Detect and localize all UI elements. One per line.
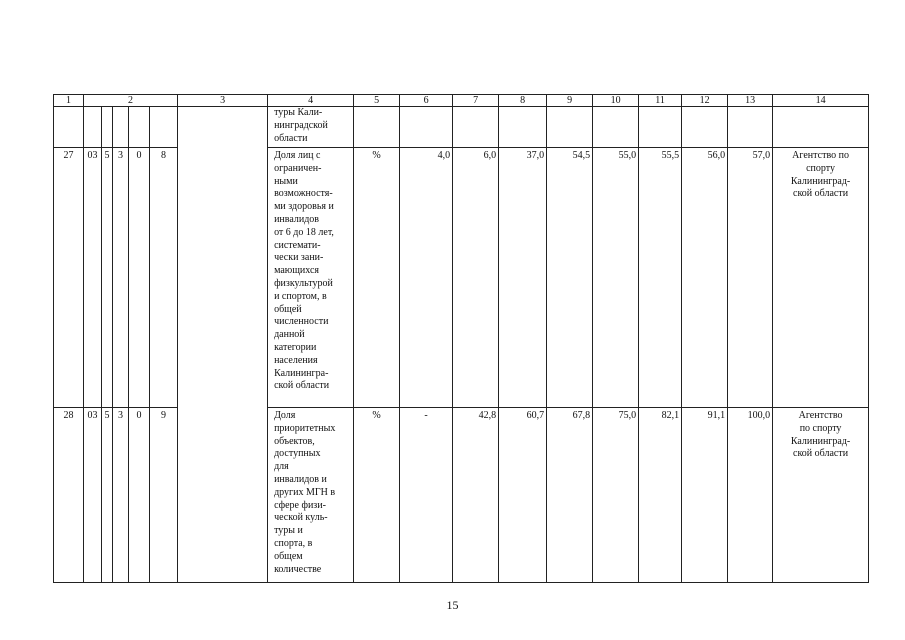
indicators-table (53, 94, 869, 583)
code-cell (102, 107, 113, 148)
indicator-cell: Доля приоритетных объектов, доступных для инвалидов и других МГН в сфере физи- ческой куль- туры и спорта, в общем количестве (268, 408, 354, 583)
header-cell: 13 (728, 95, 773, 107)
code-cell: 0 (129, 408, 150, 583)
value-cell (453, 107, 499, 148)
value-cell: 55,5 (639, 148, 682, 408)
value-cell (400, 107, 453, 148)
value-cell: 67,8 (547, 408, 593, 583)
header-cell: 7 (453, 95, 499, 107)
header-cell: 10 (593, 95, 639, 107)
code-cell: 3 (113, 148, 129, 408)
indicator-cell: Доля лиц с ограничен- ными возможностя- ми здоровья и инвалидов от 6 до 18 лет, системати- чески зани- мающихся физкультурой и спортом, в общей численности данной категории населения Калинингра- ской области (268, 148, 354, 408)
header-cell: 3 (178, 95, 268, 107)
value-cell (499, 107, 547, 148)
code-cell (84, 107, 102, 148)
value-cell: 37,0 (499, 148, 547, 408)
value-cell (728, 107, 773, 148)
header-row (54, 95, 869, 107)
continuation-row (54, 107, 869, 148)
value-cell: 6,0 (453, 148, 499, 408)
value-cell: 55,0 (593, 148, 639, 408)
header-cell: 5 (354, 95, 400, 107)
code-cell: 9 (150, 408, 178, 583)
page-number: 15 (446, 598, 459, 612)
value-cell: 91,1 (682, 408, 728, 583)
code-cell: 0 (129, 148, 150, 408)
unit-cell: % (354, 148, 400, 408)
code-cell (129, 107, 150, 148)
header-cell: 4 (268, 95, 354, 107)
header-cell: 11 (639, 95, 682, 107)
unit-cell: % (354, 408, 400, 583)
header-cell: 2 (84, 95, 178, 107)
value-cell: 57,0 (728, 148, 773, 408)
value-cell: 75,0 (593, 408, 639, 583)
header-cell: 12 (682, 95, 728, 107)
value-cell (639, 107, 682, 148)
header-cell: 9 (547, 95, 593, 107)
value-cell (682, 107, 728, 148)
code-cell (113, 107, 129, 148)
code-cell: 03 (84, 408, 102, 583)
value-cell (593, 107, 639, 148)
table-row (54, 408, 869, 583)
indicator-cell: туры Кали- нинградской области (268, 107, 354, 148)
table-row (54, 148, 869, 408)
code-cell: 03 (84, 148, 102, 408)
responsible-cell (773, 107, 869, 148)
header-cell: 14 (773, 95, 869, 107)
num-cell (54, 107, 84, 148)
value-cell: 60,7 (499, 408, 547, 583)
num-cell: 28 (54, 408, 84, 583)
value-cell: - (400, 408, 453, 583)
responsible-cell: Агентство по спорту Калининград- ской области (773, 148, 869, 408)
responsible-cell: Агентство по спорту Калининград- ской области (773, 408, 869, 583)
num-cell: 27 (54, 148, 84, 408)
program-cell (178, 107, 268, 583)
unit-cell (354, 107, 400, 148)
value-cell: 4,0 (400, 148, 453, 408)
code-cell: 5 (102, 408, 113, 583)
value-cell: 42,8 (453, 408, 499, 583)
value-cell: 56,0 (682, 148, 728, 408)
code-cell: 3 (113, 408, 129, 583)
header-cell: 8 (499, 95, 547, 107)
header-cell: 6 (400, 95, 453, 107)
code-cell: 5 (102, 148, 113, 408)
value-cell: 82,1 (639, 408, 682, 583)
value-cell (547, 107, 593, 148)
code-cell (150, 107, 178, 148)
header-cell: 1 (54, 95, 84, 107)
value-cell: 54,5 (547, 148, 593, 408)
code-cell: 8 (150, 148, 178, 408)
value-cell: 100,0 (728, 408, 773, 583)
